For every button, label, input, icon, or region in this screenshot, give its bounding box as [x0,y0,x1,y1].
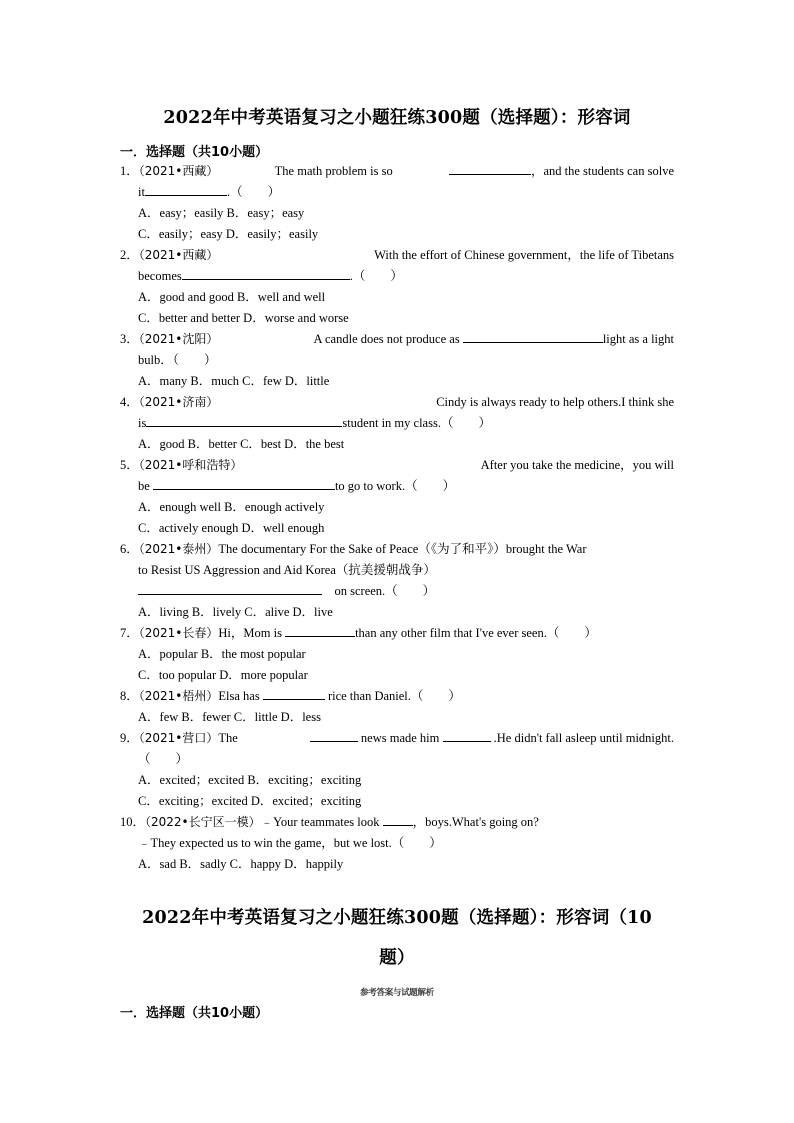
answer-blank [463,329,603,343]
question-4-line-2: is student in my class.（ ） [138,413,491,434]
answer-section-heading: 一．选择题（共10小题） [120,1006,269,1021]
question-7-options-ab: A．popular B．the most popular [138,647,306,661]
question-2: 2．（2021•西藏） With the effort of Chinese government，the life of Tibetans [120,248,674,262]
question-5-options-ab: A．enough well B．enough actively [138,500,325,514]
page-title: 2022年中考英语复习之小题狂练300题（选择题）：形容词 [163,108,631,128]
answer-subtitle: 参考答案与试题解析 [360,988,434,998]
question-10: 10．（2022•长宁区一模）﹣Your teammates look ，boys.What's going on? [120,812,674,833]
answer-blank [285,623,355,637]
question-4: 4．（2021•济南） Cindy is always ready to help others.I think she [120,395,674,409]
question-10-line-2: ﹣They expected us to win the game，but we lost.（ ） [138,836,442,850]
question-3-options: A．many B．much C．few D．little [138,374,330,388]
question-1-options-ab: A．easy；easily B．easy；easy [138,206,305,220]
question-2-options-ab: A．good and good B．well and well [138,290,326,304]
question-1-options-cd: C．easily；easy D．easily；easily [138,227,319,241]
question-9: 9．（2021•营口）The news made him .He didn't fall asleep until midnight. [120,728,674,749]
question-2-options-cd: C．better and better D．worse and worse [138,311,349,325]
question-7: 7．（2021•长春）Hi，Mom is than any other film that I've ever seen.（ ） [120,623,674,644]
answer-blank [443,728,491,742]
answer-blank [449,161,531,175]
question-3: 3．（2021•沈阳） A candle does not produce as light as a light [120,329,674,350]
question-1: 1．（2021•西藏） The math problem is so ，and the students can solve [120,161,674,182]
question-3-line-2: bulb．（ ） [138,353,217,367]
question-8: 8．（2021•梧州）Elsa has rice than Daniel.（ ） [120,686,674,707]
answer-blank [146,413,342,427]
answer-blank [310,728,358,742]
question-9-line-2: （ ） [138,752,189,766]
answer-blank [383,812,413,826]
question-8-options: A．few B．fewer C．little D．less [138,710,321,724]
answer-blank [145,182,227,196]
question-9-options-cd: C．exciting；excited D．excited；exciting [138,794,362,808]
question-1-line-2: it .（ ） [138,182,280,203]
answer-blank [138,581,322,595]
question-4-options: A．good B．better C．best D．the best [138,437,345,451]
question-10-options: A．sad B．sadly C．happy D．happily [138,857,344,871]
answer-blank [263,686,325,700]
section-heading: 一．选择题（共10小题） [120,145,269,160]
question-6: 6．（2021•泰州）The documentary For the Sake of Peace（《为了和平》）brought the War [120,542,587,556]
question-9-options-ab: A．excited；excited B．exciting；exciting [138,773,362,787]
answer-title-line-1: 2022年中考英语复习之小题狂练300题（选择题）：形容词（10 [142,908,652,928]
question-2-line-2: becomes .（ ） [138,266,403,287]
question-5-line-2: be to go to work.（ ） [138,476,455,497]
answer-blank [153,476,335,490]
question-6-options: A．living B．lively C．alive D．live [138,605,333,619]
question-5-options-cd: C．actively enough D．well enough [138,521,325,535]
question-7-options-cd: C．too popular D．more popular [138,668,308,682]
question-6-line-2: to Resist US Aggression and Aid Korea（抗美援朝战争） [138,563,436,577]
answer-blank [182,266,350,280]
answer-title-line-2: 题） [379,948,415,968]
question-5: 5．（2021•呼和浩特） After you take the medicine，you will [120,458,674,472]
question-6-line-3: on screen.（ ） [138,581,435,602]
